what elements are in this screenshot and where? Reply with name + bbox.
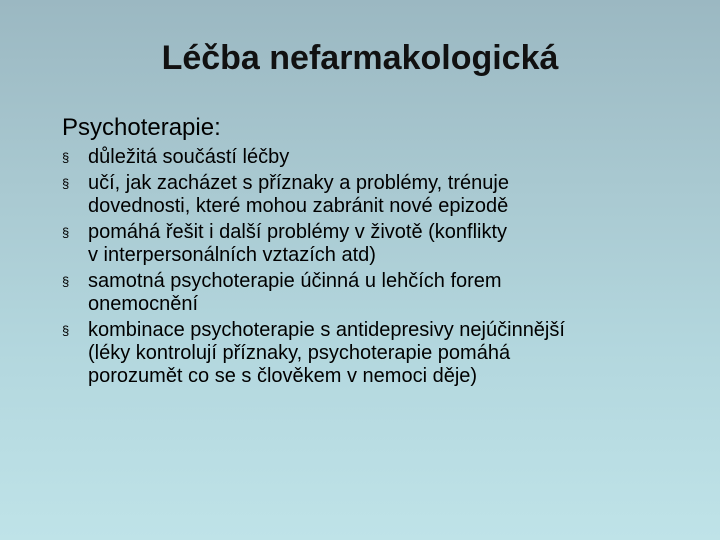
bullet-list <box>62 146 702 391</box>
bullet-marker-icon: § <box>62 176 70 191</box>
bullet-item <box>62 270 702 316</box>
bullet-item <box>62 146 702 169</box>
bullet-text-line: důležitá součástí léčby <box>88 146 290 168</box>
bullet-text-line: onemocnění <box>88 293 199 315</box>
bullet-text-line: v interpersonálních vztazích atd) <box>88 244 376 266</box>
bullet-text-line: kombinace psychoterapie s antidepresivy nejúčinnější <box>88 319 565 341</box>
bullet-marker-icon: § <box>62 323 70 338</box>
bullet-item <box>62 319 702 388</box>
bullet-text-line: pomáhá řešit i další problémy v životě (konflikty <box>88 221 508 243</box>
bullet-item <box>62 221 702 267</box>
bullet-text-line: porozumět co se s člověkem v nemoci děje) <box>88 365 478 387</box>
bullet-marker-icon: § <box>62 274 70 289</box>
bullet-item <box>62 172 702 218</box>
bullet-text-line: (léky kontrolují příznaky, psychoterapie pomáhá <box>88 342 511 364</box>
bullet-text-line: samotná psychoterapie účinná u lehčích forem <box>88 270 502 292</box>
bullet-marker-icon: § <box>62 225 70 240</box>
bullet-text-line: učí, jak zacházet s příznaky a problémy, trénuje <box>88 172 509 194</box>
section-heading: Psychoterapie: <box>62 114 221 141</box>
slide-title: Léčba nefarmakologická <box>161 39 559 77</box>
bullet-text-line: dovednosti, které mohou zabránit nové epizodě <box>88 195 509 217</box>
bullet-marker-icon: § <box>62 150 70 165</box>
